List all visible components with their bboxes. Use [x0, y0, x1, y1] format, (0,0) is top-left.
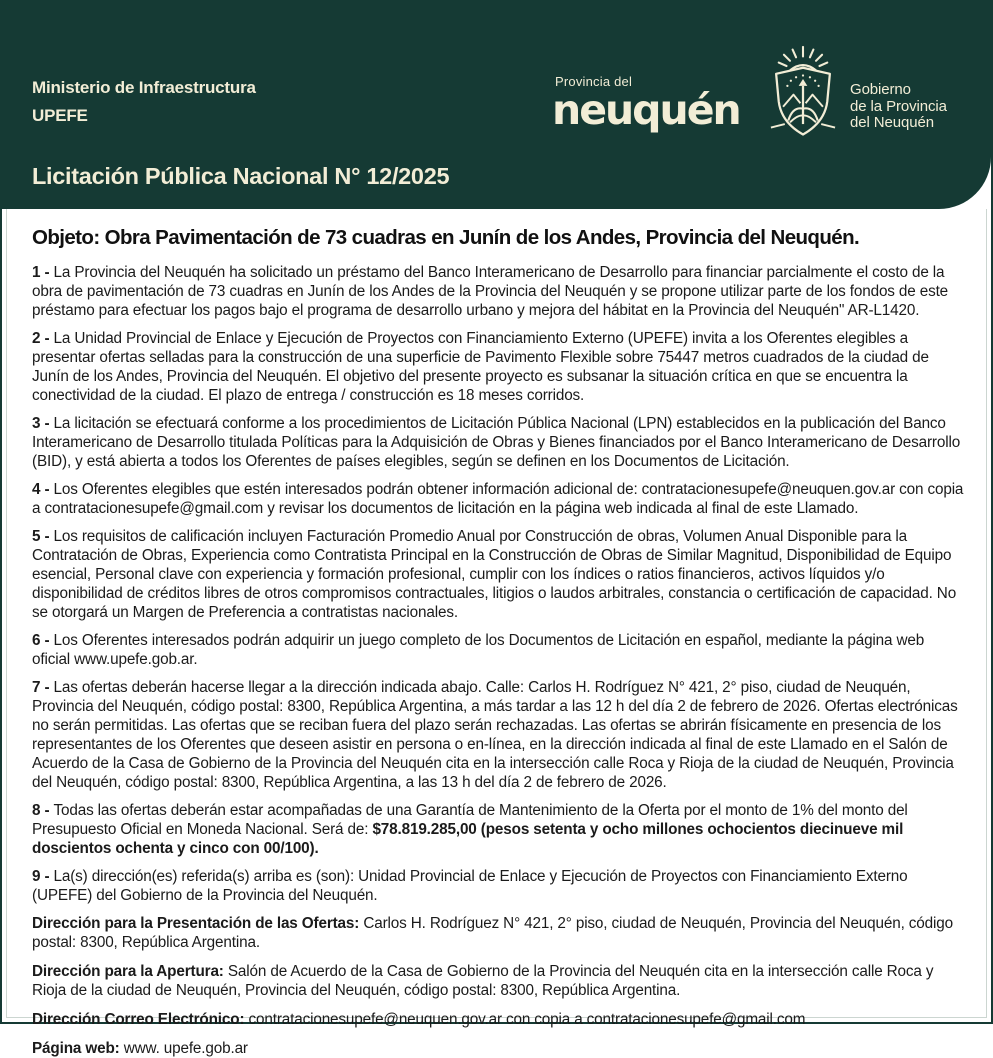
paragraph-text: Las ofertas deberán hacerse llegar a la dirección indicada abajo. Calle: Carlos H. Rodríguez N° 421, 2° piso, ciudad de Neuquén, Provincia del Neuquén, código postal: 8300, República Argentina, a más tardar a las 12 h del día 2 de febrero de 2026. Ofertas electrónicas no serán permitidas. Las ofertas que se reciban fuera del plazo serán rechazadas. Las ofertas se abrirán físicamente en presencia de los representantes de los Oferentes que deseen asistir en persona o en-línea, en la dirección indicada al final de este Llamado en el Salón de Acuerdo de la Casa de Gobierno de la Provincia del Neuquén cita en la intersección calle Roca y Rioja de la ciudad de Neuquén, Provincia del Neuquén, código postal: 8300, República Argentina, a las 13 h del día 2 de febrero de 2026.	[32, 679, 958, 791]
paragraph-number: 9 -	[32, 868, 54, 885]
paragraph-text: La(s) dirección(es) referida(s) arriba es (son): Unidad Provincial de Enlace y Ejecución de Proyectos con Financiamiento Externo (UPEFE) del Gobierno de la Provincia del Neuquén.	[32, 868, 908, 904]
contact-value: contratacionesupefe@neuquen.gov.ar con copia a contratacionesupefe@gmail.com	[248, 1011, 806, 1028]
tender-title: Licitación Pública Nacional N° 12/2025	[32, 163, 450, 189]
neuquen-brand-logo	[552, 74, 740, 134]
numbered-paragraph	[32, 867, 964, 905]
paragraph-number: 3 -	[32, 415, 54, 432]
contact-label: Dirección para la Presentación de las Ofertas:	[32, 915, 360, 932]
header	[0, 0, 991, 209]
numbered-paragraph	[32, 329, 964, 405]
government-label-line2: de la Provincia	[850, 97, 947, 115]
paragraph-number: 8 -	[32, 802, 54, 819]
contact-value: www. upefe.gob.ar	[123, 1040, 248, 1057]
ministry-name: Ministerio de Infraestructura	[32, 78, 256, 97]
numbered-paragraph	[32, 631, 964, 669]
paragraph-number: 1 -	[32, 264, 54, 281]
paragraph-text: Los Oferentes elegibles que estén interesados podrán obtener información adicional de: contratacionesupefe@neuquen.gov.ar con copia a contratacionesupefe@gmail.com y revisar los documentos de licitación en la página web indicada al final de este Llamado.	[32, 481, 964, 517]
government-label-line3: del Neuquén	[850, 114, 934, 132]
numbered-paragraph	[32, 263, 964, 320]
government-logo	[764, 44, 947, 140]
contact-label: Página web:	[32, 1040, 120, 1057]
contact-line	[32, 1039, 964, 1058]
numbered-paragraph	[32, 527, 964, 622]
contact-value: Carlos H. Rodríguez N° 421, 2° piso, ciudad de Neuquén, Provincia del Neuquén, código postal: 8300, República Argentina.	[32, 915, 953, 951]
contact-line	[32, 914, 964, 952]
contact-label: Dirección Correo Electrónico:	[32, 1011, 245, 1028]
government-label	[850, 82, 947, 132]
notice-body	[6, 209, 987, 1057]
ministry-unit: UPEFE	[32, 106, 88, 125]
contact-value: Salón de Acuerdo de la Casa de Gobierno de la Provincia del Neuquén cita en la intersección calle Roca y Rioja de la ciudad de Neuquén, Provincia del Neuquén, código postal: 8300, República Argentina.	[32, 963, 934, 999]
government-label-line1: Gobierno	[850, 81, 911, 99]
paragraph-number: 4 -	[32, 481, 54, 498]
paragraph-text: La Unidad Provincial de Enlace y Ejecución de Proyectos con Financiamiento Externo (UPEFE) invita a los Oferentes elegibles a presentar ofertas selladas para la construcción de una superficie de Pavimento Flexible sobre 75447 metros cuadrados de la ciudad de Junín de los Andes, Provincia del Neuquén. El objetivo del presente proyecto es subsanar la situación crítica en que se encuentra la conectividad de la ciudad. El plazo de entrega / construcción es 18 meses corridos.	[32, 330, 929, 404]
neuquen-wordmark: neuquén	[552, 86, 740, 134]
paragraph-text: La licitación se efectuará conforme a los procedimientos de Licitación Pública Nacional (LPN) establecidos en la publicación del Banco Interamericano de Desarrollo titulada Políticas para la Adquisición de Obras y Bienes financiados por el Banco Interamericano de Desarrollo (BID), y está abierta a todos los Oferentes de países elegibles, según se definen en los Documentos de Licitación.	[32, 415, 961, 470]
numbered-paragraph	[32, 678, 964, 792]
contact-label: Dirección para la Apertura:	[32, 963, 224, 980]
contact-line	[32, 962, 964, 1000]
paragraph-number: 5 -	[32, 528, 54, 545]
object-heading: Objeto: Obra Pavimentación de 73 cuadras en Junín de los Andes, Provincia del Neuquén.	[32, 226, 860, 249]
provincial-crest-icon	[764, 44, 842, 140]
numbered-paragraph	[32, 480, 964, 518]
paragraph-text: Los Oferentes interesados podrán adquirir un juego completo de los Documentos de Licitación en español, mediante la página web oficial www.upefe.gob.ar.	[32, 632, 925, 668]
numbered-paragraph	[32, 414, 964, 471]
paragraph-bold-text: $78.819.285,00 (pesos setenta y ocho millones ochocientos diecinueve mil doscientos ochenta y cinco con 00/100).	[32, 821, 904, 857]
contact-list	[32, 914, 964, 1058]
numbered-paragraph	[32, 801, 964, 858]
paragraph-text: Todas las ofertas deberán estar acompañadas de una Garantía de Mantenimiento de la Oferta por el monto de 1% del monto del Presupuesto Oficial en Moneda Nacional. Será de:	[32, 802, 908, 838]
paragraph-list	[32, 263, 964, 905]
paragraph-number: 2 -	[32, 330, 54, 347]
paragraph-number: 6 -	[32, 632, 54, 649]
paragraph-text: Los requisitos de calificación incluyen Facturación Promedio Anual por Construcción de obras, Volumen Anual Disponible para la Contratación de Obras, Experiencia como Contratista Principal en la Construcción de Obras de Similar Magnitud, Disponibilidad de Equipo esencial, Personal clave con experiencia y formación profesional, cumplir con los índices o ratios financieros, activos líquidos y/o disponibilidad de créditos libres de otros compromisos contractuales, litigios o laudos arbitrales, constancia o certificación de capacidad. No se otorgará un Margen de Preferencia a contratistas nacionales.	[32, 528, 957, 621]
paragraph-text: La Provincia del Neuquén ha solicitado un préstamo del Banco Interamericano de Desarrollo para financiar parcialmente el costo de la obra de pavimentación de 73 cuadras en Junín de los Andes de la Provincia del Neuquén y se propone utilizar parte de los fondos de este préstamo para efectuar los pagos bajo el programa de desarrollo urbano y mejora del hábitat en la Provincia del Neuquén" AR-L1420.	[32, 264, 949, 319]
contact-line	[32, 1010, 964, 1029]
ministry-block	[32, 74, 256, 130]
brand-pretitle: Provincia del	[555, 74, 633, 89]
paragraph-number: 7 -	[32, 679, 54, 696]
